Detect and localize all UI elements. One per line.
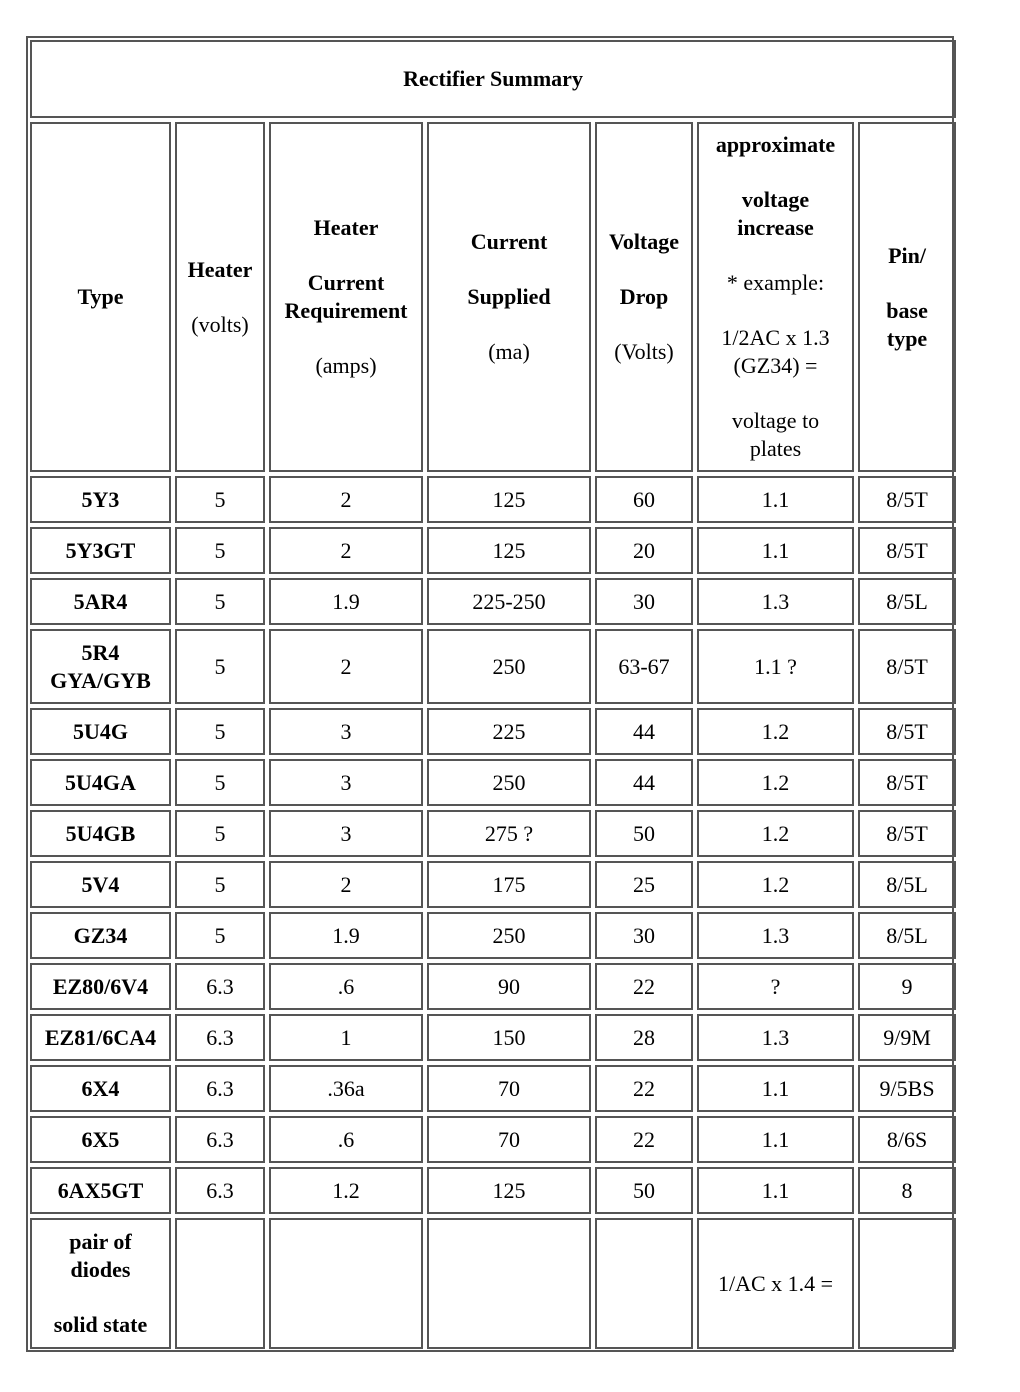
cell-supplied: 225-250: [427, 578, 591, 625]
header-approx-l4: * example:: [726, 270, 825, 295]
header-pin-l1: Pin/: [888, 242, 926, 268]
header-heater: [175, 122, 265, 472]
cell-current-req: 2: [269, 629, 423, 704]
cell-drop: 60: [595, 476, 693, 523]
cell-heater: 5: [175, 861, 265, 908]
cell-current-req: 1: [269, 1014, 423, 1061]
table-row: [30, 476, 956, 523]
cell-current-req: [269, 1218, 423, 1349]
cell-heater: 6.3: [175, 1014, 265, 1061]
cell-heater: 6.3: [175, 963, 265, 1010]
cell-increase: 1.2: [697, 810, 854, 857]
cell-type: 5U4GB: [30, 810, 171, 857]
header-approx-l7: voltage to: [731, 408, 820, 433]
header-heater-unit: (volts): [191, 311, 249, 337]
cell-current-req: .6: [269, 1116, 423, 1163]
table-row: [30, 912, 956, 959]
cell-drop: 22: [595, 1065, 693, 1112]
cell-type: 5Y3: [30, 476, 171, 523]
cell-increase: ?: [697, 963, 854, 1010]
cell-pin: 8/5T: [858, 476, 956, 523]
cell-pin: 8/5T: [858, 810, 956, 857]
cell-type: GZ34: [30, 912, 171, 959]
cell-increase: 1/AC x 1.4 =: [697, 1218, 854, 1349]
header-voltage-l1: Voltage: [608, 229, 680, 254]
table-row: [30, 861, 956, 908]
cell-supplied: 125: [427, 527, 591, 574]
cell-current-req: 2: [269, 861, 423, 908]
cell-drop: 44: [595, 759, 693, 806]
cell-pin: 8: [858, 1167, 956, 1214]
header-voltage: [595, 122, 693, 472]
table-row: [30, 963, 956, 1010]
table-row: [30, 759, 956, 806]
cell-current-req: 2: [269, 527, 423, 574]
cell-pin: [858, 1218, 956, 1349]
cell-type: [30, 1218, 171, 1349]
header-heater-current-title: Heater: [313, 215, 379, 240]
cell-increase: 1.2: [697, 861, 854, 908]
cell-pin: 8/5T: [858, 527, 956, 574]
cell-current-req: 2: [269, 476, 423, 523]
cell-heater: 5: [175, 759, 265, 806]
cell-increase: 1.3: [697, 578, 854, 625]
header-approx: [697, 122, 854, 472]
cell-heater: 5: [175, 708, 265, 755]
table-row: [30, 527, 956, 574]
cell-current-req: 1.2: [269, 1167, 423, 1214]
header-approx-l8: plates: [749, 436, 802, 461]
cell-pin: 8/5T: [858, 759, 956, 806]
header-type: Type: [30, 122, 171, 472]
cell-drop: 25: [595, 861, 693, 908]
header-heater-current-unit: (amps): [315, 353, 377, 378]
header-row: [30, 122, 956, 472]
cell-type: 6X4: [30, 1065, 171, 1112]
table-row: [30, 1065, 956, 1112]
cell-current-req: 3: [269, 708, 423, 755]
cell-drop: 20: [595, 527, 693, 574]
header-approx-l3: increase: [737, 215, 814, 240]
header-approx-l5: 1/2AC x 1.3: [721, 325, 830, 350]
cell-type: 5Y3GT: [30, 527, 171, 574]
cell-heater: 6.3: [175, 1116, 265, 1163]
cell-type-line2: GYA/GYB: [50, 667, 151, 693]
header-heater-current-l2: Current: [307, 270, 385, 295]
cell-heater: [175, 1218, 265, 1349]
cell-pin: 8/5L: [858, 861, 956, 908]
cell-current-req: 1.9: [269, 912, 423, 959]
cell-drop: 30: [595, 578, 693, 625]
cell-heater: 5: [175, 476, 265, 523]
cell-current-req: 1.9: [269, 578, 423, 625]
table-title: Rectifier Summary: [30, 40, 956, 118]
cell-current-req: .6: [269, 963, 423, 1010]
cell-type: 6X5: [30, 1116, 171, 1163]
cell-increase: 1.2: [697, 708, 854, 755]
cell-pin: 9/5BS: [858, 1065, 956, 1112]
cell-type: 5AR4: [30, 578, 171, 625]
cell-pin: 8/5T: [858, 629, 956, 704]
cell-drop: 44: [595, 708, 693, 755]
header-heater-current-l3: Requirement: [284, 298, 408, 323]
cell-increase: 1.1: [697, 1167, 854, 1214]
cell-heater: 5: [175, 912, 265, 959]
table-row: [30, 629, 956, 704]
cell-heater: 5: [175, 629, 265, 704]
table-row: [30, 708, 956, 755]
header-voltage-unit: (Volts): [614, 339, 674, 364]
cell-supplied: 225: [427, 708, 591, 755]
header-current-l2: Supplied: [467, 284, 551, 309]
header-current-l1: Current: [470, 229, 548, 254]
cell-type-line3: solid state: [53, 1312, 148, 1337]
header-heater-title: Heater: [187, 256, 253, 282]
header-approx-l1: approximate: [715, 132, 836, 157]
header-approx-l6: (GZ34) =: [733, 353, 818, 378]
cell-drop: 22: [595, 963, 693, 1010]
cell-pin: 9/9M: [858, 1014, 956, 1061]
cell-type: 5U4G: [30, 708, 171, 755]
cell-current-req: 3: [269, 759, 423, 806]
header-voltage-l2: Drop: [619, 284, 669, 309]
cell-current-req: .36a: [269, 1065, 423, 1112]
header-current: [427, 122, 591, 472]
cell-pin: 8/5T: [858, 708, 956, 755]
rectifier-summary-table: [26, 36, 960, 1353]
cell-drop: 30: [595, 912, 693, 959]
cell-type-line2: diodes: [70, 1257, 131, 1282]
cell-supplied: 70: [427, 1065, 591, 1112]
cell-increase: 1.1: [697, 1116, 854, 1163]
cell-supplied: 150: [427, 1014, 591, 1061]
cell-pin: 8/5L: [858, 912, 956, 959]
cell-type: 5U4GA: [30, 759, 171, 806]
cell-increase: 1.1: [697, 476, 854, 523]
cell-type-line1: pair of: [69, 1229, 132, 1254]
cell-supplied: 125: [427, 476, 591, 523]
cell-supplied: 275 ?: [427, 810, 591, 857]
cell-heater: 5: [175, 527, 265, 574]
cell-increase: 1.3: [697, 912, 854, 959]
cell-supplied: 90: [427, 963, 591, 1010]
cell-supplied: 175: [427, 861, 591, 908]
cell-drop: 28: [595, 1014, 693, 1061]
cell-drop: 63-67: [595, 629, 693, 704]
header-current-unit: (ma): [488, 339, 530, 364]
cell-increase: 1.3: [697, 1014, 854, 1061]
table-row: [30, 1116, 956, 1163]
cell-supplied: 250: [427, 759, 591, 806]
cell-heater: 6.3: [175, 1065, 265, 1112]
cell-type-line1: 5R4: [81, 639, 120, 665]
header-approx-l2: voltage: [741, 187, 810, 212]
cell-increase: 1.1 ?: [697, 629, 854, 704]
cell-type: EZ81/6CA4: [30, 1014, 171, 1061]
header-pin-l2: base: [886, 297, 928, 323]
cell-heater: 5: [175, 578, 265, 625]
cell-heater: 5: [175, 810, 265, 857]
cell-type: [30, 629, 171, 704]
table-row: [30, 578, 956, 625]
cell-type: 6AX5GT: [30, 1167, 171, 1214]
cell-supplied: 250: [427, 629, 591, 704]
cell-increase: 1.1: [697, 527, 854, 574]
cell-increase: 1.2: [697, 759, 854, 806]
header-pin: [858, 122, 956, 472]
cell-type: 5V4: [30, 861, 171, 908]
cell-pin: 8/5L: [858, 578, 956, 625]
table-row: [30, 1218, 956, 1349]
cell-drop: 50: [595, 1167, 693, 1214]
cell-supplied: 70: [427, 1116, 591, 1163]
header-heater-current: [269, 122, 423, 472]
cell-supplied: 125: [427, 1167, 591, 1214]
table-row: [30, 810, 956, 857]
cell-heater: 6.3: [175, 1167, 265, 1214]
table-row: [30, 1167, 956, 1214]
cell-current-req: 3: [269, 810, 423, 857]
table-row: [30, 1014, 956, 1061]
cell-supplied: 250: [427, 912, 591, 959]
cell-increase: 1.1: [697, 1065, 854, 1112]
header-pin-l3: type: [886, 325, 928, 351]
cell-pin: 8/6S: [858, 1116, 956, 1163]
cell-drop: [595, 1218, 693, 1349]
cell-supplied: [427, 1218, 591, 1349]
cell-pin: 9: [858, 963, 956, 1010]
cell-drop: 50: [595, 810, 693, 857]
cell-drop: 22: [595, 1116, 693, 1163]
cell-type: EZ80/6V4: [30, 963, 171, 1010]
